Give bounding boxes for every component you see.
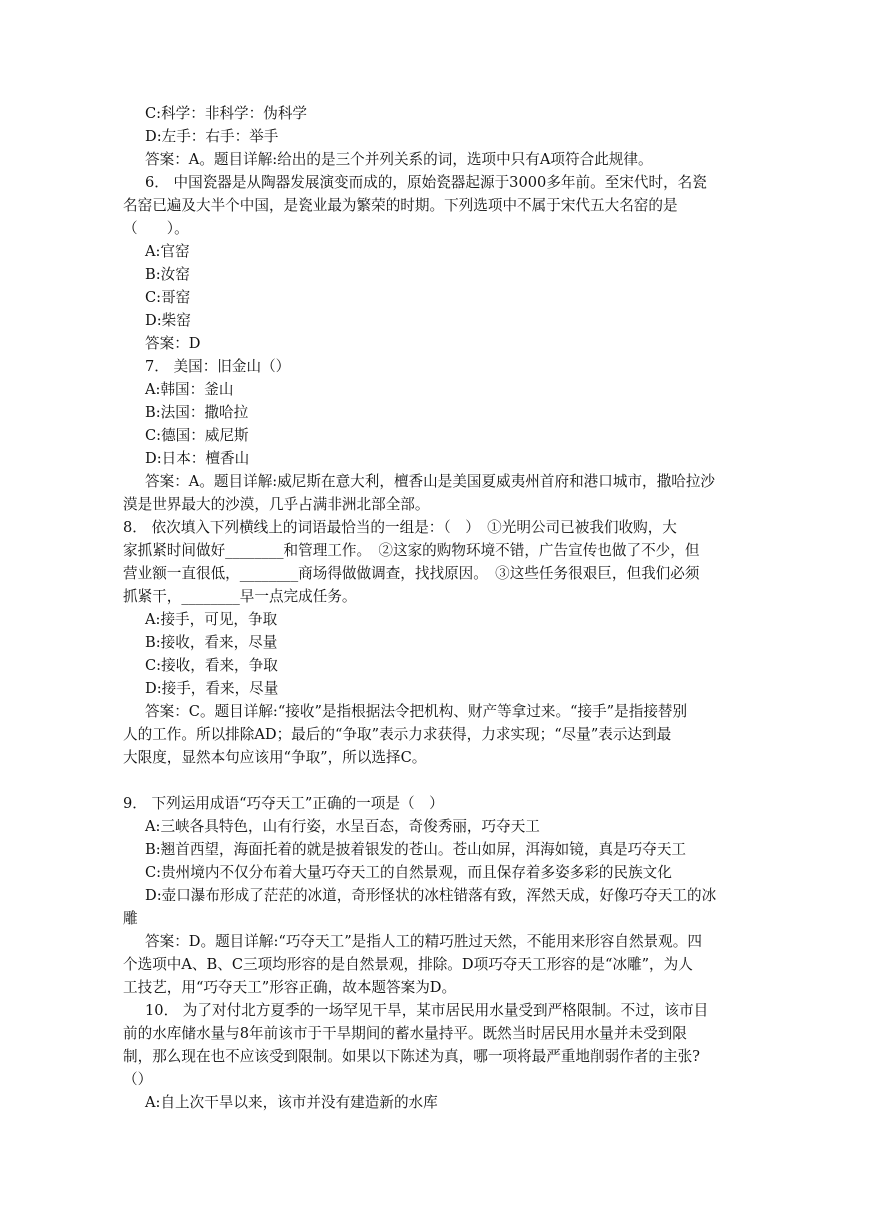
q10-stem-line: 前的水库储水量与8年前该市于干旱期间的蓄水量持平。既然当时居民用水量并未受到限 [123,1025,687,1042]
q9-answer-line: 答案：D。题目详解:“巧夺天工”是指人工的精巧胜过天然，不能用来形容自然景观。四 [145,933,702,950]
q9-option-c: C:贵州境内不仅分布着大量巧夺天工的自然景观，而且保存着多姿多彩的民族文化 [145,864,672,881]
q9-option-b: B:翘首西望，海面托着的就是披着银发的苍山。苍山如屏，洱海如镜，真是巧夺天工 [145,841,687,858]
q8-stem-line: 家抓紧时间做好________和管理工作。 ②这家的购物环境不错，广告宣传也做了不少，但 [123,542,700,559]
q9-option-d-line: D:壶口瀑布形成了茫茫的冰道，奇形怪状的冰柱错落有致，浑然天成，好像巧夺天工的冰 [145,887,717,904]
q5-answer: 答案：A。题目详解:给出的是三个并列关系的词，选项中只有A项符合此规律。 [145,151,653,168]
q6-option-a: A:官窑 [145,243,190,260]
q8-answer-line: 答案：C。题目详解:“接收”是指根据法令把机构、财产等拿过来。“接手”是指接替别 [145,703,688,720]
q8-stem-line: 营业额一直很低，________商场得做做调查，找找原因。 ③这些任务很艰巨，但我们必须 [123,565,700,582]
q7-option-b: B:法国：撒哈拉 [145,404,249,421]
q7-option-a: A:韩国：釜山 [145,381,234,398]
q7-stem: 7． 美国：旧金山（） [145,358,291,375]
q6-answer: 答案：D [145,335,201,352]
blank-line [123,769,743,792]
q8-answer-line: 大限度，显然本句应该用“争取”，所以选择C。 [123,749,427,766]
q10-stem-line: 制，那么现在也不应该受到限制。如果以下陈述为真，哪一项将最严重地削弱作者的主张? [123,1048,700,1065]
q6-option-d: D:柴窑 [145,312,191,329]
q9-answer-line: 个选项中A、B、C三项均形容的是自然景观，排除。D项巧夺天工形容的是“冰雕”，为人 [123,956,693,973]
q9-option-d-line: 雕 [123,910,138,927]
q9-stem: 9． 下列运用成语“巧夺天工”正确的一项是（ ） [123,795,444,812]
q10-stem-line: 10． 为了对付北方夏季的一场罕见干旱，某市居民用水量受到严格限制。不过，该市目 [145,1002,709,1019]
q7-answer-line: 答案：A。题目详解:威尼斯在意大利，檀香山是美国夏威夷州首府和港口城市，撒哈拉沙 [145,473,716,490]
q7-option-d: D:日本：檀香山 [145,450,250,467]
q8-answer-line: 人的工作。所以排除AD；最后的“争取”表示力求获得，力求实现；“尽量”表示达到最 [123,726,672,743]
q10-stem-line: （） [123,1071,153,1088]
q8-option-b: B:接收，看来，尽量 [145,634,278,651]
q9-option-a: A:三峡各具特色，山有行姿，水呈百态，奇俊秀丽，巧夺天工 [145,818,540,835]
q7-answer-line: 漠是世界最大的沙漠，几乎占满非洲北部全部。 [123,496,430,513]
q6-option-b: B:汝窑 [145,266,190,283]
q9-answer-line: 工技艺，用“巧夺天工”形容正确，故本题答案为D。 [123,979,457,996]
q6-stem-line: （ ）。 [123,220,189,237]
q8-stem-line: 8． 依次填入下列横线上的词语最恰当的一组是：（ ） ①光明公司已被我们收购，大 [123,519,677,536]
q8-option-a: A:接手，可见，争取 [145,611,278,628]
document-page [123,102,743,1114]
q8-option-c: C:接收，看来，争取 [145,657,278,674]
q7-option-c: C:德国：威尼斯 [145,427,249,444]
q6-option-c: C:哥窑 [145,289,191,306]
q8-stem-line: 抓紧干，________早一点完成任务。 [123,588,357,605]
q5-option-d: D:左手：右手：举手 [145,128,279,145]
q6-stem-line: 6． 中国瓷器是从陶器发展演变而成的，原始瓷器起源于3000多年前。至宋代时，名瓷 [145,174,707,191]
q8-option-d: D:接手，看来，尽量 [145,680,279,697]
q10-option-a: A:自上次干旱以来，该市并没有建造新的水库 [145,1094,438,1111]
q5-option-c: C:科学：非科学：伪科学 [145,105,308,122]
q6-stem-line: 名窑已遍及大半个中国，是瓷业最为繁荣的时期。下列选项中不属于宋代五大名窑的是 [123,197,678,214]
